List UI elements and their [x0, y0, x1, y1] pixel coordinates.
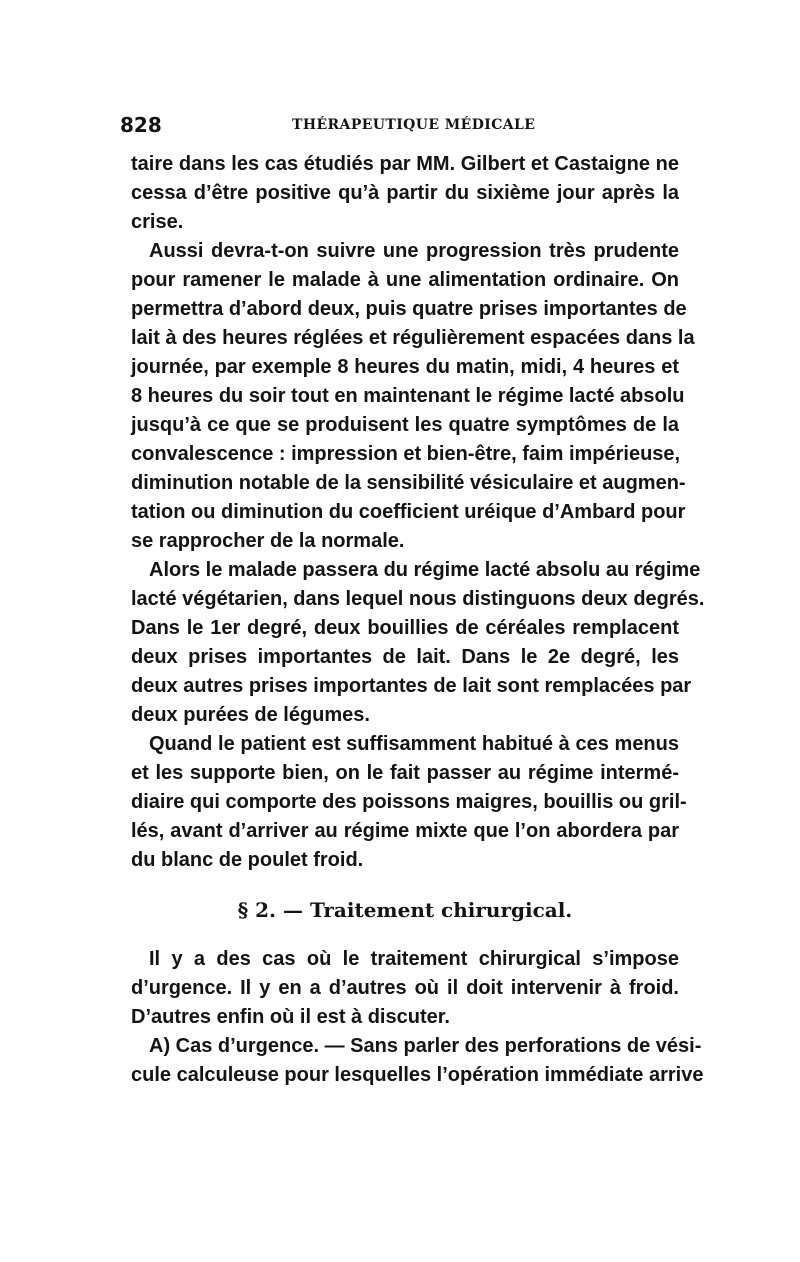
text-line: diminution notable de la sensibilité vésiculaire et augmen-	[131, 472, 686, 494]
text-line: A) Cas d’urgence. — Sans parler des perforations de vési-	[149, 1035, 702, 1057]
text-line: lacté végétarien, dans lequel nous distinguons deux degrés.	[131, 588, 705, 610]
text-line: cessa d’être positive qu’à partir du sixième jour après la	[131, 182, 679, 204]
section-title: § 2. — Traitement chirurgical.	[237, 898, 573, 922]
text-line: convalescence : impression et bien-être, faim impérieuse,	[131, 443, 681, 465]
text-line: Il y a des cas où le traitement chirurgical s’impose	[149, 948, 679, 970]
text-line: deux purées de légumes.	[131, 704, 370, 726]
text-line: journée, par exemple 8 heures du matin, midi, 4 heures et	[131, 356, 679, 378]
text-line: crise.	[131, 211, 184, 233]
text-line: se rapprocher de la normale.	[131, 530, 405, 552]
text-line: permettra d’abord deux, puis quatre prises importantes de	[131, 298, 687, 320]
text-line: diaire qui comporte des poissons maigres, bouillis ou gril-	[131, 791, 687, 813]
text-line: deux autres prises importantes de lait sont remplacées par	[131, 675, 692, 697]
running-title: THÉRAPEUTIQUE MÉDICALE	[292, 117, 536, 133]
text-line: Dans le 1er degré, deux bouillies de céréales remplacent	[131, 617, 679, 639]
page-number: 828	[120, 113, 162, 137]
text-line: Alors le malade passera du régime lacté absolu au régime	[149, 559, 701, 581]
text-line: lés, avant d’arriver au régime mixte que l’on abordera par	[131, 820, 679, 842]
page-header	[120, 113, 680, 143]
text-line: tation ou diminution du coefficient uréique d’Ambard pour	[131, 501, 686, 523]
text-line: Aussi devra-t-on suivre une progression très prudente	[149, 240, 679, 262]
text-line: d’urgence. Il y en a d’autres où il doit intervenir à froid.	[131, 977, 679, 999]
text-line: deux prises importantes de lait. Dans le 2e degré, les	[131, 646, 679, 668]
text-line: D’autres enfin où il est à discuter.	[131, 1006, 450, 1028]
text-line: lait à des heures réglées et régulièrement espacées dans la	[131, 327, 695, 349]
text-line: jusqu’à ce que se produisent les quatre symptômes de la	[131, 414, 679, 436]
text-line: pour ramener le malade à une alimentation ordinaire. On	[131, 269, 679, 291]
text-line: Quand le patient est suffisamment habitué à ces menus	[149, 733, 679, 755]
text-line: cule calculeuse pour lesquelles l’opération immédiate arrive	[131, 1064, 704, 1086]
body-text	[131, 150, 705, 1090]
text-line: taire dans les cas étudiés par MM. Gilbert et Castaigne ne	[131, 153, 679, 175]
text-line: 8 heures du soir tout en maintenant le régime lacté absolu	[131, 385, 685, 407]
text-line: et les supporte bien, on le fait passer au régime intermé-	[131, 762, 679, 784]
text-line: du blanc de poulet froid.	[131, 849, 364, 871]
